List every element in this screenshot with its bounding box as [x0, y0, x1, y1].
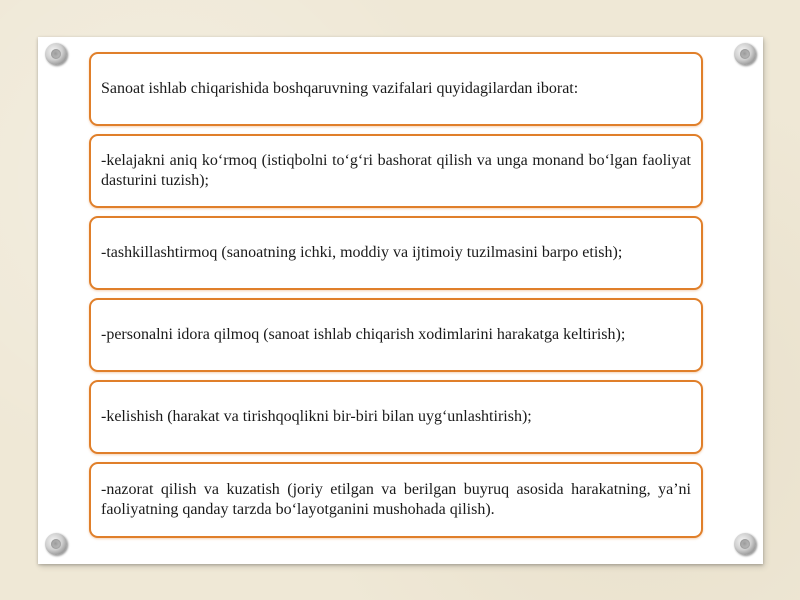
list-item-box [89, 462, 703, 538]
list-item-box [89, 298, 703, 372]
list-item-text: -kelajakni aniq ko‘rmoq (istiqbolni to‘g‘ri bashorat qilish va unga monand bo‘lgan faoliyat dasturini tuzish); [101, 152, 691, 189]
slide-heading-box [89, 52, 703, 126]
slide-heading-text: Sanoat ishlab chiqarishida boshqaruvning vazifalari quyidagilardan iborat: [101, 80, 579, 97]
list-item-box [89, 216, 703, 290]
list-item-text: -kelishish (harakat va tirishqoqlikni bir-biri bilan uyg‘unlashtirish); [101, 408, 532, 425]
pushpin-icon [45, 533, 67, 555]
list-item-box [89, 134, 703, 208]
list-item-text: -nazorat qilish va kuzatish (joriy etilgan va berilgan buyruq asosida harakatning, ya’ni faoliyatning qanday tarzda bo‘layotganini mushohada qilish). [101, 481, 691, 518]
pushpin-icon [45, 43, 67, 65]
list-item-text: -tashkillashtirmoq (sanoatning ichki, moddiy va ijtimoiy tuzilmasini barpo etish); [101, 244, 623, 261]
pushpin-icon [734, 533, 756, 555]
list-item-box [89, 380, 703, 454]
list-item-text: -personalni idora qilmoq (sanoat ishlab chiqarish xodimlarini harakatga keltirish); [101, 326, 626, 343]
pushpin-icon [734, 43, 756, 65]
